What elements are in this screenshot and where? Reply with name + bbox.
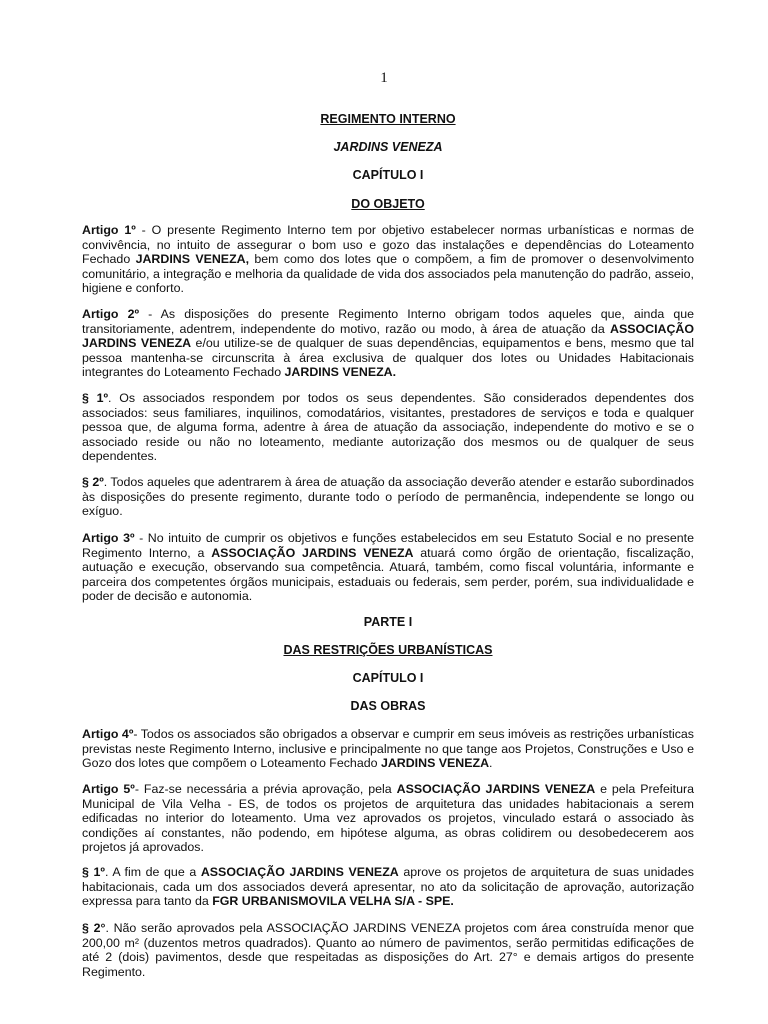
article-5: Artigo 5º- Faz-se necessária a prévia aprovação, pela ASSOCIAÇÃO JARDINS VENEZA e pela Prefeitura Municipal de Vila Velha - ES, de todos os projetos de arquitetura das unidades habitacionais a serem edificadas no interior do loteamento. Uma vez aprovados os projetos, vinculado estará o associado às condições aí constantes, não podendo, em hipótese alguma, as obras colidirem ou desobedecerem aos projetos já aprovados.	[82, 782, 694, 855]
article-1: Artigo 1º - O presente Regimento Interno tem por objetivo estabelecer normas urbanísticas e normas de convivência, no intuito de assegurar o bom uso e gozo das instalações e dependências do Loteamento Fechado JARDINS VENEZA, bem como dos lotes que o compõem, a fim de promover o desenvolvimento comunitário, a integração e melhoria da qualidade de vida dos associados pela manutenção do padrão, asseio, higiene e conforto.	[82, 223, 694, 296]
paragraph-label: § 1º	[82, 865, 105, 879]
article-4: Artigo 4º- Todos os associados são obrigados a observar e cumprir em seus imóveis as restrições urbanísticas previstas neste Regimento Interno, inclusive e principalmente no que tange aos Projetos, Construções e Uso e Gozo dos lotes que compõem o Loteamento Fechado JARDINS VENEZA.	[82, 727, 694, 771]
page-number: 1	[380, 70, 388, 86]
part-heading: PARTE I	[363, 615, 413, 629]
article-2-paragraph-1: § 1º. Os associados respondem por todos os seus dependentes. São considerados dependentes dos associados: seus familiares, inquilinos, comodatários, visitantes, prestadores de serviços e toda e qualquer pessoa que, de alguma forma, adentre à área de atuação da associação, independente do motivo e se o associado reside ou não no loteamento, mediante autorização dos mesmos ou de qualquer de seus dependentes.	[82, 391, 694, 464]
article-label: Artigo 2º	[82, 307, 139, 321]
article-label: Artigo 3º	[82, 531, 135, 545]
part-title: DAS RESTRIÇÕES URBANÍSTICAS	[283, 643, 493, 657]
chapter-title: DAS OBRAS	[350, 699, 426, 713]
document-title: REGIMENTO INTERNO	[320, 112, 456, 126]
paragraph-label: § 2º	[82, 475, 104, 489]
paragraph-label: § 1º	[82, 391, 109, 405]
article-5-paragraph-2: § 2°. Não serão aprovados pela ASSOCIAÇÃO JARDINS VENEZA projetos com área construída menor que 200,00 m² (duzentos metros quadrados). Quanto ao número de pavimentos, serão permitidas edificações de até 2 (dois) pavimentos, desde que respeitadas as disposições do Art. 27° e demais artigos do presente Regimento.	[82, 921, 694, 979]
chapter-heading: CAPÍTULO I	[352, 168, 424, 182]
chapter-title: DO OBJETO	[351, 197, 425, 211]
article-label: Artigo 4º	[82, 727, 134, 741]
article-3: Artigo 3º - No intuito de cumprir os objetivos e funções estabelecidos em seu Estatuto Social e no presente Regimento Interno, a ASSOCIAÇÃO JARDINS VENEZA atuará como órgão de orientação, fiscalização, autuação e execução, observando sua competência. Atuará, também, como fiscal voluntária, informante e parceira dos competentes órgãos municipais, estaduais ou federais, sem perder, porém, sua individualidade e poder de decisão e autonomia.	[82, 531, 694, 604]
article-label: Artigo 1º	[82, 223, 136, 237]
article-2-paragraph-2: § 2º. Todos aqueles que adentrarem à área de atuação da associação deverão atender e estarão subordinados às disposições do presente regimento, durante todo o período de permanência, independente se longo ou exíguo.	[82, 475, 694, 519]
article-5-paragraph-1: § 1º. A fim de que a ASSOCIAÇÃO JARDINS VENEZA aprove os projetos de arquitetura de suas unidades habitacionais, cada um dos associados deverá apresentar, no ato da solicitação de aprovação, autorização expressa para tanto da FGR URBANISMOVILA VELHA S/A - SPE.	[82, 865, 694, 909]
paragraph-label: § 2°	[82, 921, 106, 935]
article-label: Artigo 5º	[82, 782, 135, 796]
chapter-heading: CAPÍTULO I	[352, 671, 424, 685]
article-2: Artigo 2º - As disposições do presente Regimento Interno obrigam todos aqueles que, ainda que transitoriamente, adentrem, independente do motivo, razão ou modo, à área de atuação da ASSOCIAÇÃO JARDINS VENEZA e/ou utilize-se de qualquer de suas dependências, equipamentos e bens, mesmo que tal pessoa mantenha-se circunscrita à área exclusiva de qualquer dos lotes ou Unidades Habitacionais integrantes do Loteamento Fechado JARDINS VENEZA.	[82, 307, 694, 380]
document-subtitle: JARDINS VENEZA	[333, 140, 443, 154]
